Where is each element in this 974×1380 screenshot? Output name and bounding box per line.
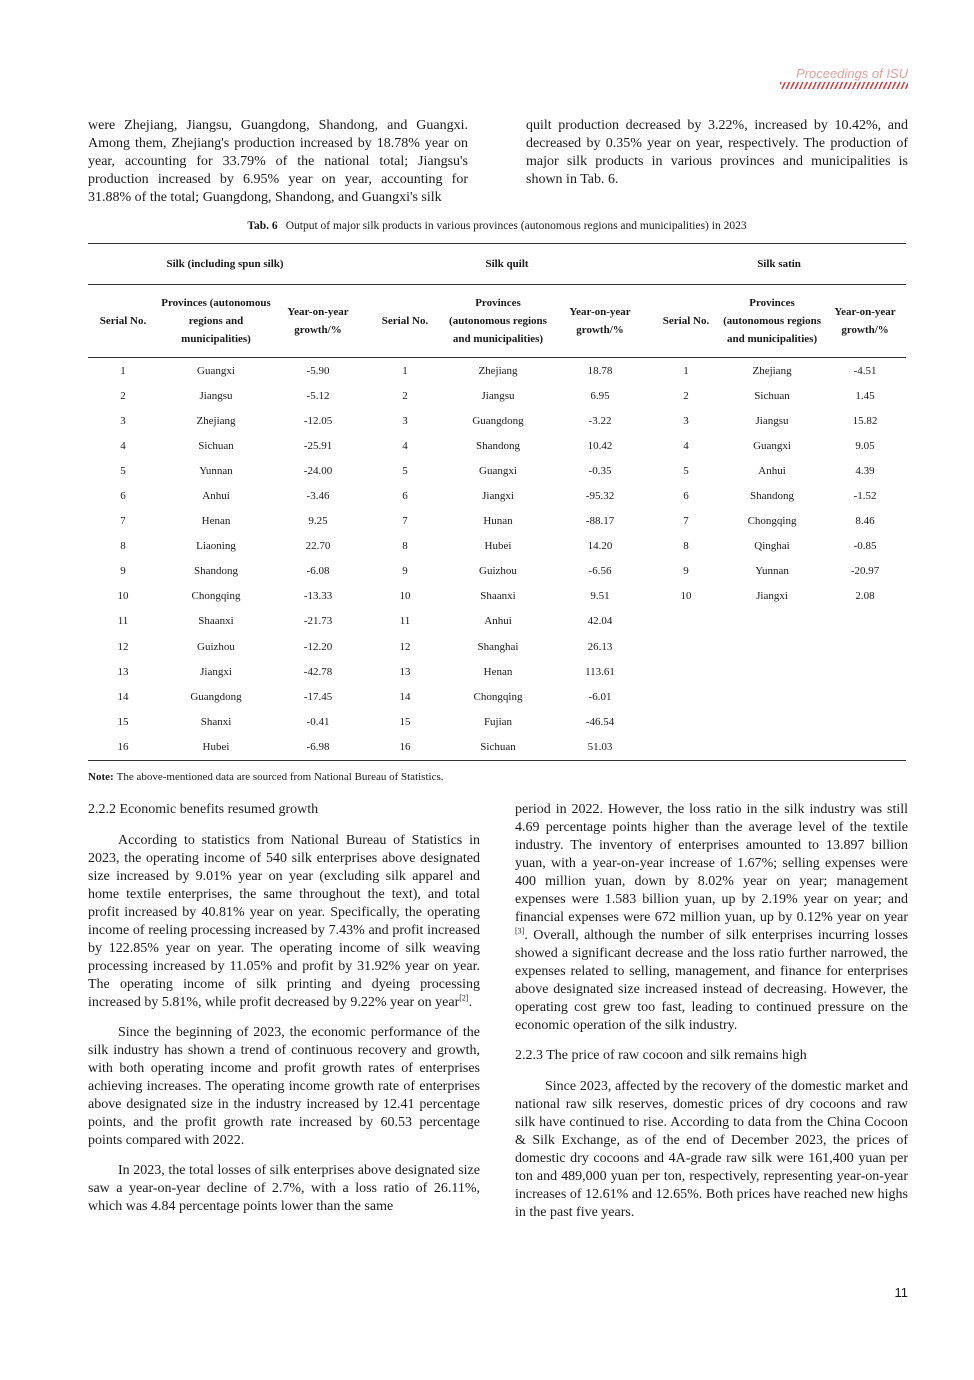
cell-province: Guizhou	[479, 565, 517, 578]
cell-serial: 8	[683, 540, 689, 553]
cell-serial: 5	[402, 464, 408, 477]
cell-serial	[652, 684, 720, 709]
cell-serial	[652, 734, 720, 760]
table-row	[88, 458, 906, 483]
cell-serial: 9	[402, 565, 408, 578]
cell-province	[720, 634, 824, 659]
citation-ref: [3]	[515, 926, 525, 936]
cell-serial: 4	[120, 439, 126, 452]
cell-serial: 3	[402, 414, 408, 427]
cell-province: Jiangsu	[481, 389, 515, 402]
cell-serial: 14	[399, 690, 411, 703]
cell-growth: -88.17	[585, 515, 615, 528]
paragraph-text: . Overall, although the number of silk enterprises incurring losses showed a significant decrease and the loss ratio further narrowed, the expenses related to selling, management, and finance for enterprises above designated size increased instead of decreasing. However, the operating cost grew too fast, leading to continued pressure on the economic operation of the silk industry.	[515, 928, 908, 1033]
journal-header	[780, 66, 908, 89]
cell-growth	[824, 659, 906, 684]
cell-province: Henan	[483, 665, 513, 678]
cell-province: Jiangxi	[200, 665, 232, 678]
cell-province: Guangxi	[197, 364, 235, 377]
cell-growth: 9.25	[308, 515, 328, 528]
cell-serial: 10	[680, 590, 692, 603]
silk-output-table	[88, 243, 906, 761]
cell-serial: 13	[117, 665, 129, 678]
cell-growth: -17.45	[303, 690, 333, 703]
cell-serial: 1	[120, 364, 126, 377]
cell-growth: 9.05	[855, 439, 875, 452]
cell-province: Shandong	[750, 490, 795, 503]
cell-province: Sichuan	[198, 439, 234, 452]
cell-serial: 2	[402, 389, 408, 402]
cell-serial: 6	[683, 490, 689, 503]
cell-serial: 9	[120, 565, 126, 578]
cell-province: Fujian	[483, 715, 513, 728]
paragraph-economic-performance: Since the beginning of 2023, the economic performance of the silk industry has shown a trend of continuous recovery and growth, with both operating income and profit growth rates of enterprises achieving increases. The operating income growth rate of enterprises above designated size in the industry increased by 12.41 percentage points, and the profit growth rate increased by 60.53 percentage points compared with 2022.	[88, 1025, 480, 1148]
cell-growth: -1.52	[853, 490, 877, 503]
cell-province: Sichuan	[754, 389, 790, 402]
cell-province: Guangdong	[472, 414, 524, 427]
cell-growth: -42.78	[303, 665, 333, 678]
left-bottom-column	[88, 801, 480, 1216]
cell-growth	[824, 734, 906, 760]
header-stripe-decoration	[780, 82, 908, 89]
cell-province: Yunnan	[755, 565, 789, 578]
cell-serial: 16	[362, 734, 448, 760]
cell-province: Jiangxi	[482, 490, 514, 503]
col-header-serial: Serial No.	[362, 285, 448, 358]
cell-growth: 51.03	[548, 734, 652, 760]
paragraph-text: period in 2022. However, the loss ratio in the silk industry was still 4.69 percentage points higher than the average level of the textile industry. The inventory of enterprises amounted to 13.897 billion yuan, with a year-on-year increase of 1.67%; selling expenses were 400 million yuan, down by 8.02% year on year; management expenses were 1.583 billion yuan, up by 2.19% year on year; and financial expenses were 672 million yuan, up by 0.12% year on year	[515, 802, 908, 925]
cell-province: Anhui	[758, 464, 786, 477]
cell-province	[720, 709, 824, 734]
page-number: 11	[894, 1285, 908, 1300]
cell-serial: 14	[117, 690, 129, 703]
cell-province: Liaoning	[196, 540, 236, 553]
cell-growth	[824, 634, 906, 659]
cell-growth: 15.82	[852, 414, 878, 427]
cell-province: Hubei	[158, 734, 274, 760]
note-text: The above-mentioned data are sourced from National Bureau of Statistics.	[116, 771, 444, 783]
cell-serial: 5	[120, 464, 126, 477]
cell-serial: 3	[120, 414, 126, 427]
cell-serial	[652, 634, 720, 659]
cell-growth	[824, 684, 906, 709]
cell-province: Qinghai	[754, 540, 790, 553]
cell-serial: 15	[117, 715, 129, 728]
cell-growth: 8.46	[855, 515, 875, 528]
cell-growth: 26.13	[587, 640, 613, 653]
col-header-growth: Year-on-year growth/%	[824, 285, 906, 358]
cell-growth: -6.08	[306, 565, 330, 578]
table-row	[88, 609, 906, 634]
cell-province: Hunan	[483, 515, 513, 528]
cell-growth: -46.54	[585, 715, 615, 728]
cell-province: Zhejiang	[478, 364, 518, 377]
cell-province: Jiangxi	[756, 590, 788, 603]
top-left-paragraph	[88, 117, 468, 207]
cell-growth: -5.12	[306, 389, 330, 402]
cell-growth: -6.56	[588, 565, 612, 578]
cell-serial	[652, 709, 720, 734]
group-header-silk: Silk (including spun silk)	[88, 244, 362, 285]
cell-growth: -0.35	[588, 464, 612, 477]
cell-growth: -3.22	[588, 414, 612, 427]
cell-serial: 4	[683, 439, 689, 452]
col-header-province: Provinces (autonomous regions and municipalities)	[720, 285, 824, 358]
table-row	[88, 433, 906, 458]
table-row	[88, 709, 906, 734]
cell-growth: -12.05	[303, 414, 333, 427]
section-heading-2-2-3: 2.2.3 The price of raw cocoon and silk remains high	[515, 1048, 807, 1063]
cell-province: Shanghai	[477, 640, 519, 653]
cell-growth: -13.33	[303, 590, 333, 603]
cell-serial: 2	[683, 389, 689, 402]
table-row	[88, 559, 906, 584]
cell-province: Guangxi	[479, 464, 517, 477]
cell-growth: 22.70	[305, 540, 331, 553]
table-caption	[88, 220, 906, 232]
col-header-growth: Year-on-year growth/%	[548, 285, 652, 358]
journal-title: Proceedings of ISU	[795, 66, 908, 81]
cell-province: Yunnan	[199, 464, 233, 477]
paragraph-text: were Zhejiang, Jiangsu, Guangdong, Shandong, and Guangxi. Among them, Zhejiang's production increased by 18.78% year on year, accounting for 33.79% of the national total; Jiangsu's production increased by 6.95% year on year, accounting for 31.88% of the total; Guangdong, Shandong, and Guangxi's silk	[88, 118, 468, 205]
cell-province: Shandong	[194, 565, 238, 578]
table-note	[88, 771, 444, 783]
paragraph-cocoon-prices: Since 2023, affected by the recovery of the domestic market and national raw silk reserves, domestic prices of dry cocoons and raw silk have continued to rise. According to data from the China Cocoon & Silk Exchange, as of the end of December 2023, the prices of domestic dry cocoons and 4A-grade raw silk were 161,400 yuan per ton and 489,000 yuan per ton, respectively, representing year-on-year increases of 12.61% and 12.65%. Both prices have reached new highs in the past five years.	[515, 1079, 908, 1220]
col-header-serial: Serial No.	[652, 285, 720, 358]
cell-province: Shandong	[476, 439, 520, 452]
note-label: Note:	[88, 771, 114, 783]
cell-serial: 8	[120, 540, 126, 553]
cell-serial: 9	[683, 565, 689, 578]
cell-serial: 10	[117, 590, 129, 603]
cell-growth: 18.78	[587, 364, 613, 377]
cell-serial: 12	[117, 640, 129, 653]
cell-growth	[824, 609, 906, 634]
table-row	[88, 383, 906, 408]
cell-province: Guangdong	[190, 690, 242, 703]
cell-province: Guangxi	[753, 439, 791, 452]
cell-serial: 6	[120, 490, 126, 503]
cell-growth: 2.08	[855, 590, 875, 603]
col-header-growth: Year-on-year growth/%	[274, 285, 362, 358]
cell-growth: 42.04	[587, 615, 613, 628]
table-row	[88, 483, 906, 508]
cell-growth	[824, 709, 906, 734]
cell-serial: 3	[683, 414, 689, 427]
cell-growth: 9.51	[590, 590, 610, 603]
cell-serial: 12	[399, 640, 411, 653]
cell-province	[720, 734, 824, 760]
cell-province	[720, 609, 824, 634]
cell-growth: 10.42	[587, 439, 613, 452]
table-row	[88, 509, 906, 534]
cell-province: Anhui	[202, 490, 230, 503]
table-row	[88, 584, 906, 609]
cell-growth: -20.97	[850, 565, 880, 578]
cell-serial: 8	[402, 540, 408, 553]
cell-growth: 113.61	[585, 665, 615, 678]
cell-serial: 7	[683, 515, 689, 528]
table-caption-text: Output of major silk products in various provinces (autonomous regions and municipalities) in 2023	[285, 220, 747, 232]
right-bottom-column	[515, 801, 908, 1222]
table-row	[88, 684, 906, 709]
cell-serial: 4	[402, 439, 408, 452]
cell-growth: -12.20	[303, 640, 333, 653]
cell-serial: 16	[88, 734, 158, 760]
cell-province: Sichuan	[448, 734, 548, 760]
cell-serial: 7	[402, 515, 408, 528]
paragraph-losses: In 2023, the total losses of silk enterprises above designated size saw a year-on-year decline of 2.7%, with a loss ratio of 26.11%, which was 4.84 percentage points lower than the same	[88, 1163, 480, 1214]
table-body	[88, 358, 906, 761]
cell-growth: -3.46	[306, 490, 330, 503]
cell-growth: -5.90	[306, 364, 330, 377]
group-header-silk-satin: Silk satin	[652, 244, 906, 285]
table-row	[88, 358, 906, 384]
cell-province: Zhejiang	[752, 364, 792, 377]
cell-growth: -95.32	[585, 490, 615, 503]
cell-serial: 11	[117, 615, 129, 628]
cell-province	[720, 659, 824, 684]
cell-province: Shaanxi	[198, 615, 234, 628]
paragraph-losses-continued	[515, 801, 908, 1035]
citation-ref: [2]	[459, 993, 469, 1003]
cell-serial: 13	[399, 665, 411, 678]
cell-province: Henan	[201, 515, 231, 528]
group-header-silk-quilt: Silk quilt	[362, 244, 652, 285]
table-row	[88, 634, 906, 659]
table-row	[88, 659, 906, 684]
table-row	[88, 534, 906, 559]
cell-growth: -4.51	[853, 364, 877, 377]
cell-growth: -0.41	[306, 715, 330, 728]
cell-province: Guizhou	[197, 640, 235, 653]
paragraph-end: .	[468, 995, 473, 1010]
cell-serial: 5	[683, 464, 689, 477]
cell-province: Shanxi	[200, 715, 232, 728]
cell-serial: 6	[402, 490, 408, 503]
col-header-province: Provinces (autonomous regions and municipalities)	[448, 285, 548, 358]
col-header-serial: Serial No.	[88, 285, 158, 358]
cell-province: Anhui	[484, 615, 512, 628]
cell-serial	[652, 659, 720, 684]
cell-province: Zhejiang	[196, 414, 236, 427]
cell-serial	[652, 609, 720, 634]
cell-growth: 14.20	[587, 540, 613, 553]
cell-growth: -6.98	[274, 734, 362, 760]
cell-growth: -6.01	[588, 690, 612, 703]
paragraph-text: quilt production decreased by 3.22%, increased by 10.42%, and decreased by 0.35% year on year, respectively. The production of major silk products in various provinces and municipalities is shown in Tab. 6.	[526, 118, 908, 187]
cell-serial: 1	[683, 364, 689, 377]
cell-serial: 11	[399, 615, 411, 628]
cell-province: Shaanxi	[480, 590, 516, 603]
cell-serial: 2	[120, 389, 126, 402]
table-row	[88, 734, 906, 760]
cell-growth: -25.91	[303, 439, 333, 452]
cell-growth: -21.73	[303, 615, 333, 628]
cell-province: Hubei	[484, 540, 512, 553]
cell-province: Jiangsu	[199, 389, 233, 402]
cell-province: Chongqing	[473, 690, 523, 703]
cell-growth: 4.39	[855, 464, 875, 477]
paragraph-text: According to statistics from National Bureau of Statistics in 2023, the operating income of 540 silk enterprises above designated size increased by 9.01% year on year (excluding silk apparel and home textile enterprises, the same throughout the text), and total profit increased by 40.81% year on year. Specifically, the operating income of reeling processing increased by 7.43% and profit increased by 122.85% year on year. The operating income of silk weaving processing increased by 11.05% and profit by 31.92% year on year. The operating income of silk printing and dyeing processing increased by 5.81%, while profit decreased by 9.22% year on year	[88, 833, 480, 1010]
cell-growth: -24.00	[303, 464, 333, 477]
cell-growth: 1.45	[855, 389, 875, 402]
table-row	[88, 408, 906, 433]
top-right-paragraph	[526, 117, 908, 189]
cell-serial: 15	[399, 715, 411, 728]
cell-province: Jiangsu	[755, 414, 789, 427]
cell-province: Chongqing	[191, 590, 241, 603]
cell-province: Chongqing	[747, 515, 797, 528]
cell-growth: 6.95	[590, 389, 610, 402]
paragraph-operating-income	[88, 832, 480, 1012]
cell-serial: 10	[399, 590, 411, 603]
section-heading-2-2-2: 2.2.2 Economic benefits resumed growth	[88, 802, 319, 817]
table-label: Tab. 6	[247, 220, 278, 232]
cell-serial: 1	[402, 364, 408, 377]
cell-serial: 7	[120, 515, 126, 528]
cell-province	[720, 684, 824, 709]
cell-growth: -0.85	[853, 540, 877, 553]
col-header-province: Provinces (autonomous regions and municipalities)	[158, 285, 274, 358]
